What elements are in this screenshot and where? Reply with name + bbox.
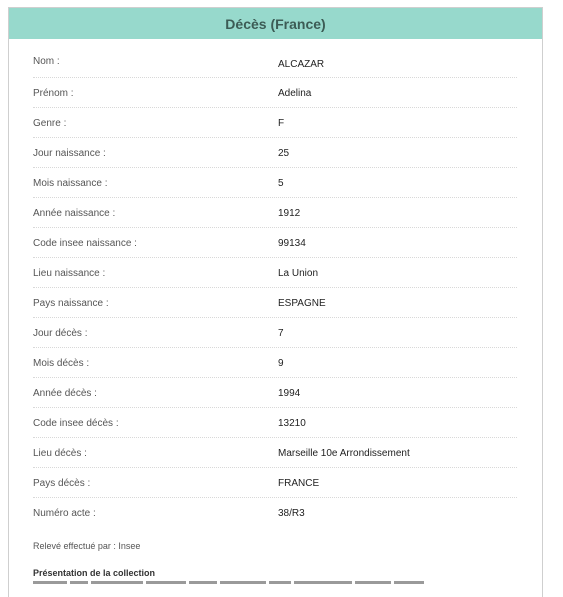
- field-label: Jour naissance :: [33, 148, 106, 159]
- collection-presentation-heading: Présentation de la collection: [33, 568, 156, 578]
- field-value: Adelina: [278, 88, 312, 99]
- field-value: ESPAGNE: [278, 298, 326, 309]
- field-label: Numéro acte :: [33, 508, 96, 519]
- field-label: Jour décès :: [33, 328, 88, 339]
- field-value: 9: [278, 358, 284, 369]
- field-value: 7: [278, 328, 284, 339]
- field-label: Code insee décès :: [33, 418, 119, 429]
- field-label: Code insee naissance :: [33, 238, 137, 249]
- field-value: F: [278, 118, 285, 129]
- panel-header: [9, 8, 542, 39]
- field-row-mois-naissance: [33, 168, 517, 198]
- field-value: 25: [278, 148, 290, 159]
- field-value: 99134: [278, 238, 306, 249]
- field-value: 5: [278, 178, 284, 189]
- field-row-code-insee-naissance: [33, 228, 517, 258]
- field-row-annee-deces: [33, 378, 517, 408]
- field-label: Prénom :: [33, 88, 74, 99]
- record-panel: [8, 7, 543, 597]
- field-label: Genre :: [33, 118, 67, 129]
- field-row-code-insee-deces: [33, 408, 517, 438]
- field-row-jour-deces: [33, 318, 517, 348]
- field-value: 13210: [278, 418, 306, 429]
- field-value: FRANCE: [278, 478, 320, 489]
- field-value: Marseille 10e Arrondissement: [278, 448, 410, 459]
- field-row-nom: [33, 48, 517, 78]
- field-label: Mois décès :: [33, 358, 90, 369]
- field-label: Lieu décès :: [33, 448, 87, 459]
- field-row-pays-naissance: [33, 288, 517, 318]
- field-label: Mois naissance :: [33, 178, 108, 189]
- field-value: 1994: [278, 388, 301, 399]
- field-row-lieu-naissance: [33, 258, 517, 288]
- source-note: Relevé effectué par : Insee: [33, 541, 141, 551]
- field-row-genre: [33, 108, 517, 138]
- field-label: Pays naissance :: [33, 298, 109, 309]
- field-value: 38/R3: [278, 508, 305, 519]
- field-label: Lieu naissance :: [33, 268, 106, 279]
- field-label: Nom :: [33, 56, 60, 67]
- field-row-lieu-deces: [33, 438, 517, 468]
- field-row-mois-deces: [33, 348, 517, 378]
- field-row-prenom: [33, 78, 517, 108]
- field-row-jour-naissance: [33, 138, 517, 168]
- field-label: Année naissance :: [33, 208, 116, 219]
- panel-title: Décès (France): [225, 15, 326, 32]
- record-fields: [33, 48, 517, 528]
- field-label: Pays décès :: [33, 478, 91, 489]
- field-row-annee-naissance: [33, 198, 517, 228]
- field-row-numero-acte: [33, 498, 517, 528]
- field-value: 1912: [278, 208, 301, 219]
- field-row-pays-deces: [33, 468, 517, 498]
- field-value: La Union: [278, 268, 319, 279]
- field-label: Année décès :: [33, 388, 97, 399]
- field-value: ALCAZAR: [278, 59, 325, 70]
